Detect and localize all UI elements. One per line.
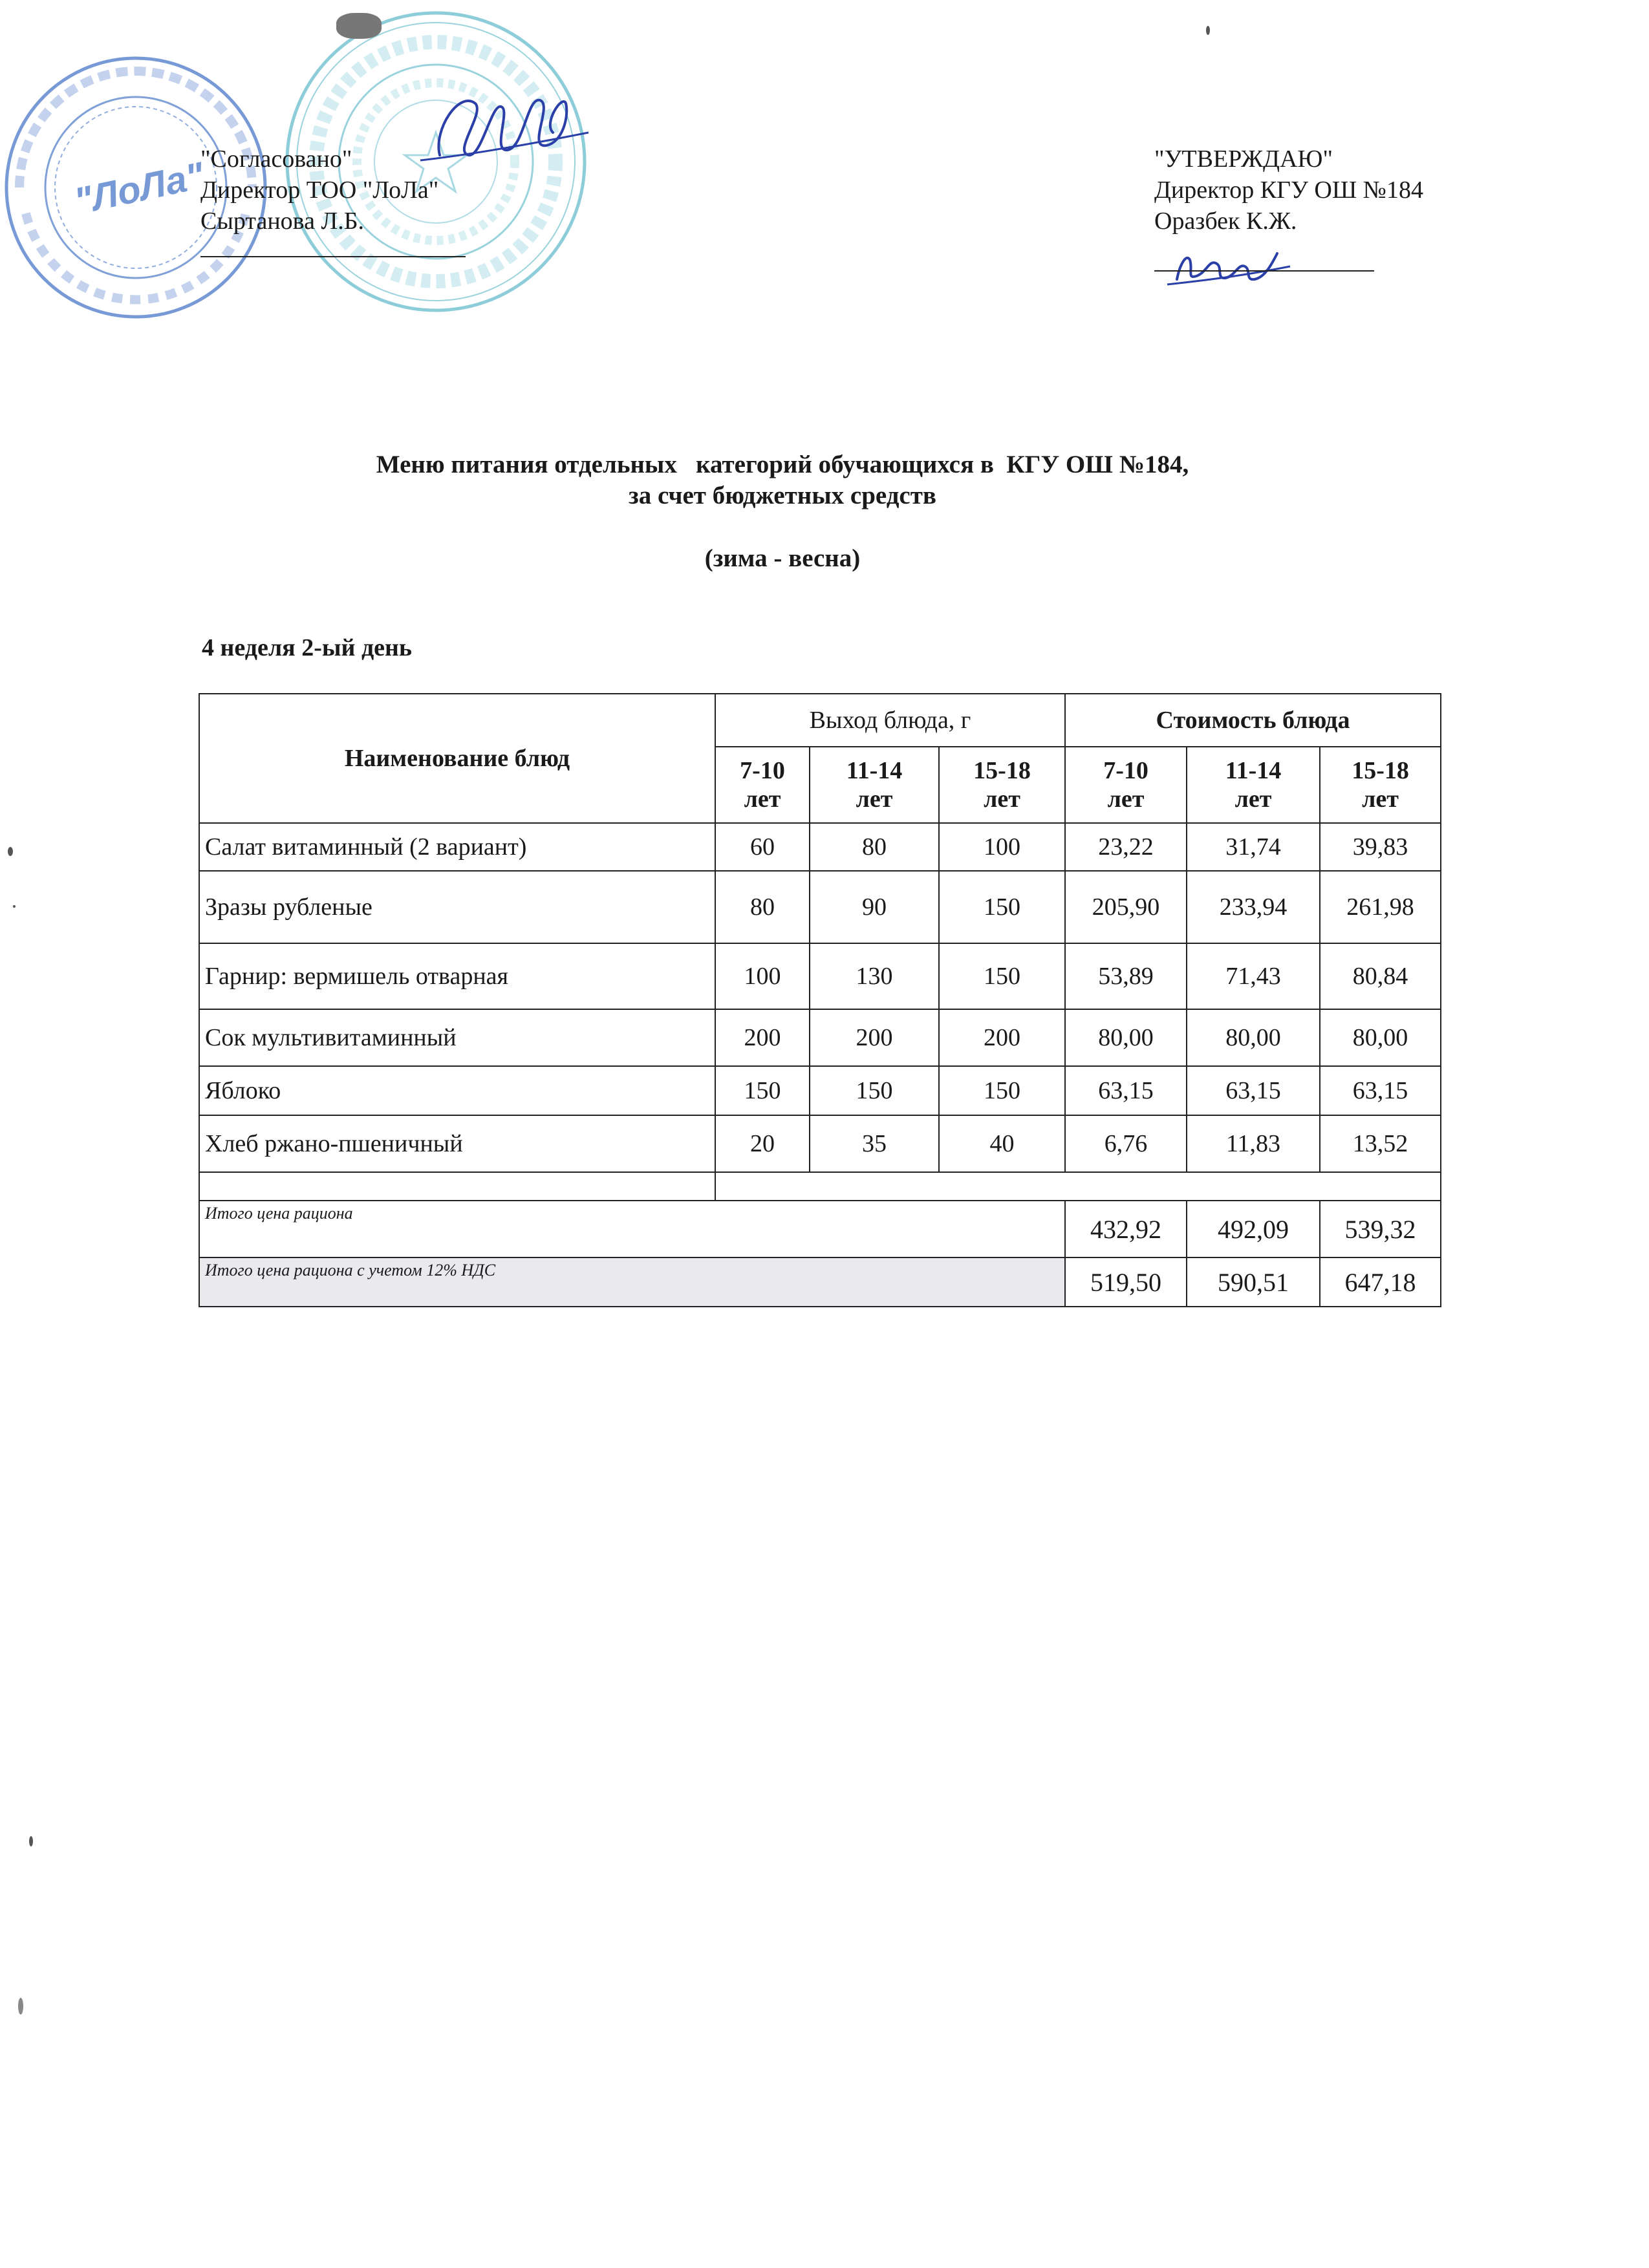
cost-value: 63,15	[1187, 1066, 1320, 1115]
yield-value: 20	[715, 1115, 810, 1172]
scan-speck	[13, 905, 16, 908]
cost-value: 205,90	[1065, 871, 1187, 943]
cost-value: 80,00	[1065, 1009, 1187, 1066]
cost-value: 80,00	[1187, 1009, 1320, 1066]
approved-label: "УТВЕРЖДАЮ"	[1154, 145, 1333, 173]
header-age: 11-14 лет	[1187, 747, 1320, 823]
dish-name: Хлеб ржано-пшеничный	[199, 1115, 715, 1172]
table-row	[199, 871, 1441, 943]
cost-value: 23,22	[1065, 823, 1187, 871]
total-vat-value: 647,18	[1320, 1257, 1441, 1307]
approved-block	[1154, 144, 1423, 272]
scan-speck	[8, 847, 13, 856]
menu-table	[199, 693, 1441, 1307]
document-title	[194, 449, 1371, 511]
total-row	[199, 1201, 1441, 1257]
cost-value: 261,98	[1320, 871, 1441, 943]
week-day-label: 4 неделя 2-ый день	[202, 634, 413, 661]
total-vat-value: 590,51	[1187, 1257, 1320, 1307]
total-value: 492,09	[1187, 1201, 1320, 1257]
header-age: 7-10 лет	[715, 747, 810, 823]
dish-name: Сок мультивитаминный	[199, 1009, 715, 1066]
yield-value: 200	[810, 1009, 939, 1066]
header-age: 7-10 лет	[1065, 747, 1187, 823]
table-row	[199, 1115, 1441, 1172]
yield-value: 150	[715, 1066, 810, 1115]
agreed-position: Директор ТОО "ЛоЛа"	[200, 177, 439, 204]
yield-value: 60	[715, 823, 810, 871]
scan-speck	[29, 1836, 33, 1846]
dish-name: Зразы рубленые	[199, 871, 715, 943]
cost-value: 71,43	[1187, 943, 1320, 1009]
table-row	[199, 1009, 1441, 1066]
yield-value: 40	[939, 1115, 1065, 1172]
scan-speck	[1206, 26, 1210, 35]
cost-value: 39,83	[1320, 823, 1441, 871]
table-row	[199, 943, 1441, 1009]
yield-value: 200	[939, 1009, 1065, 1066]
approved-signature-line	[1154, 270, 1374, 272]
title-line-2: за счет бюджетных средств	[629, 482, 936, 509]
scan-speck	[336, 13, 382, 39]
yield-value: 150	[939, 1066, 1065, 1115]
header-age: 15-18 лет	[939, 747, 1065, 823]
table-row	[199, 1066, 1441, 1115]
yield-value: 80	[810, 823, 939, 871]
season-label: (зима - весна)	[704, 544, 861, 572]
cost-value: 31,74	[1187, 823, 1320, 871]
total-value: 539,32	[1320, 1201, 1441, 1257]
title-line-1: Меню питания отдельных категорий обучающихся в КГУ ОШ №184,	[376, 451, 1189, 478]
cost-value: 6,76	[1065, 1115, 1187, 1172]
stamp-text: "ЛоЛа"	[70, 154, 208, 223]
yield-value: 100	[715, 943, 810, 1009]
total-vat-row	[199, 1257, 1441, 1307]
yield-value: 35	[810, 1115, 939, 1172]
dish-name: Салат витаминный (2 вариант)	[199, 823, 715, 871]
yield-value: 100	[939, 823, 1065, 871]
cost-value: 53,89	[1065, 943, 1187, 1009]
cost-value: 13,52	[1320, 1115, 1441, 1172]
yield-value: 150	[810, 1066, 939, 1115]
empty-cell	[715, 1172, 1441, 1201]
approved-position: Директор КГУ ОШ №184	[1154, 177, 1423, 204]
header-age: 15-18 лет	[1320, 747, 1441, 823]
agreed-label: "Согласовано"	[200, 145, 352, 173]
yield-value: 150	[939, 943, 1065, 1009]
approved-person: Оразбек К.Ж.	[1154, 208, 1297, 235]
empty-row	[199, 1172, 1441, 1201]
yield-value: 200	[715, 1009, 810, 1066]
total-label: Итого цена рациона	[199, 1201, 1065, 1257]
cost-value: 80,84	[1320, 943, 1441, 1009]
cost-value: 233,94	[1187, 871, 1320, 943]
empty-cell	[199, 1172, 715, 1201]
cost-value: 80,00	[1320, 1009, 1441, 1066]
header-dish-name: Наименование блюд	[199, 694, 715, 823]
total-value: 432,92	[1065, 1201, 1187, 1257]
cost-value: 11,83	[1187, 1115, 1320, 1172]
header-age: 11-14 лет	[810, 747, 939, 823]
dish-name: Гарнир: вермишель отварная	[199, 943, 715, 1009]
agreed-block	[200, 144, 466, 257]
header-yield: Выход блюда, г	[715, 694, 1065, 747]
cost-value: 63,15	[1065, 1066, 1187, 1115]
total-vat-label: Итого цена рациона с учетом 12% НДС	[199, 1257, 1065, 1307]
yield-value: 150	[939, 871, 1065, 943]
table-row	[199, 823, 1441, 871]
cost-value: 63,15	[1320, 1066, 1441, 1115]
agreed-signature-line	[200, 256, 466, 257]
scan-speck	[18, 1998, 23, 2015]
total-vat-value: 519,50	[1065, 1257, 1187, 1307]
table-header-row	[199, 694, 1441, 747]
yield-value: 130	[810, 943, 939, 1009]
header-cost: Стоимость блюда	[1065, 694, 1441, 747]
yield-value: 90	[810, 871, 939, 943]
yield-value: 80	[715, 871, 810, 943]
dish-name: Яблоко	[199, 1066, 715, 1115]
agreed-person: Сыртанова Л.Б.	[200, 208, 365, 235]
